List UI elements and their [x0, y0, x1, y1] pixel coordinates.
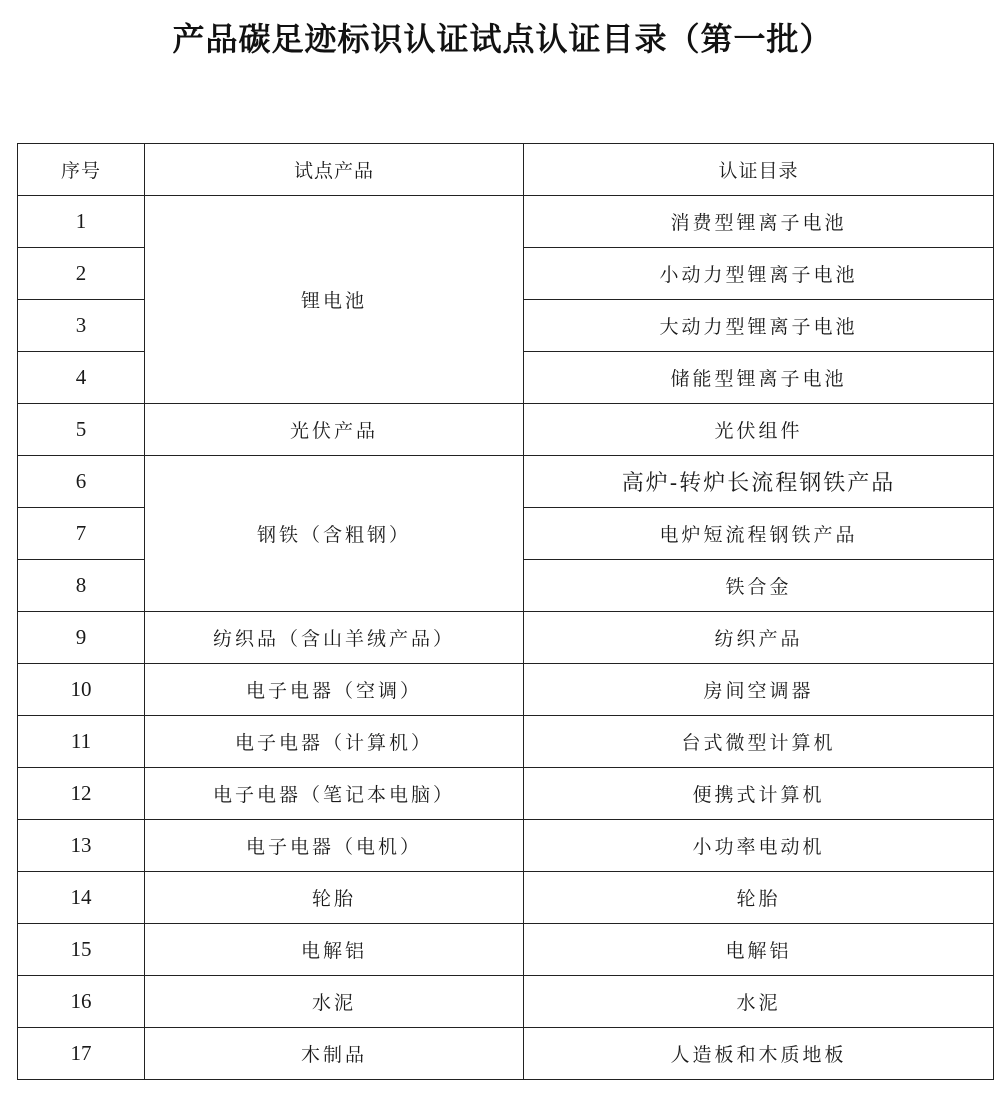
catalog-cell: 消费型锂离子电池: [524, 196, 994, 248]
table-row: [18, 612, 994, 664]
catalog-cell: 光伏组件: [524, 404, 994, 456]
product-cell: 钢铁（含粗钢）: [145, 456, 524, 612]
table-row: [18, 976, 994, 1028]
row-number: 2: [18, 248, 145, 300]
table-row: [18, 404, 994, 456]
row-number: 16: [18, 976, 145, 1028]
row-number: 17: [18, 1028, 145, 1080]
table-row: [18, 456, 994, 508]
catalog-cell: 铁合金: [524, 560, 994, 612]
row-number: 12: [18, 768, 145, 820]
product-cell: 电子电器（电机）: [145, 820, 524, 872]
row-number: 6: [18, 456, 145, 508]
catalog-cell: 房间空调器: [524, 664, 994, 716]
header-catalog: 认证目录: [524, 144, 994, 196]
row-number: 14: [18, 872, 145, 924]
product-cell: 光伏产品: [145, 404, 524, 456]
row-number: 13: [18, 820, 145, 872]
row-number: 3: [18, 300, 145, 352]
product-cell: 电子电器（计算机）: [145, 716, 524, 768]
catalog-cell: 人造板和木质地板: [524, 1028, 994, 1080]
row-number: 8: [18, 560, 145, 612]
product-cell: 纺织品（含山羊绒产品）: [145, 612, 524, 664]
row-number: 9: [18, 612, 145, 664]
row-number: 10: [18, 664, 145, 716]
catalog-cell: 便携式计算机: [524, 768, 994, 820]
table-body: [18, 196, 994, 1080]
table-row: [18, 1028, 994, 1080]
product-cell: 电子电器（空调）: [145, 664, 524, 716]
catalog-cell: 纺织产品: [524, 612, 994, 664]
table-row: [18, 664, 994, 716]
catalog-cell: 小动力型锂离子电池: [524, 248, 994, 300]
product-cell: 轮胎: [145, 872, 524, 924]
row-number: 1: [18, 196, 145, 248]
header-product: 试点产品: [145, 144, 524, 196]
catalog-cell: 小功率电动机: [524, 820, 994, 872]
row-number: 7: [18, 508, 145, 560]
table-row: [18, 872, 994, 924]
catalog-table: [17, 143, 994, 1080]
table-row: [18, 820, 994, 872]
table-row: [18, 924, 994, 976]
product-cell: 电解铝: [145, 924, 524, 976]
product-cell: 水泥: [145, 976, 524, 1028]
table-row: [18, 196, 994, 248]
table-header-row: [18, 144, 994, 196]
row-number: 5: [18, 404, 145, 456]
catalog-cell: 水泥: [524, 976, 994, 1028]
product-cell: 锂电池: [145, 196, 524, 404]
row-number: 4: [18, 352, 145, 404]
row-number: 15: [18, 924, 145, 976]
table-row: [18, 768, 994, 820]
catalog-cell: 电炉短流程钢铁产品: [524, 508, 994, 560]
catalog-cell: 台式微型计算机: [524, 716, 994, 768]
table-row: [18, 716, 994, 768]
header-seq: 序号: [18, 144, 145, 196]
catalog-cell: 高炉-转炉长流程钢铁产品: [524, 456, 994, 508]
product-cell: 电子电器（笔记本电脑）: [145, 768, 524, 820]
row-number: 11: [18, 716, 145, 768]
catalog-cell: 电解铝: [524, 924, 994, 976]
catalog-cell: 轮胎: [524, 872, 994, 924]
catalog-cell: 大动力型锂离子电池: [524, 300, 994, 352]
catalog-cell: 储能型锂离子电池: [524, 352, 994, 404]
page-title: 产品碳足迹标识认证试点认证目录（第一批）: [172, 20, 833, 58]
product-cell: 木制品: [145, 1028, 524, 1080]
